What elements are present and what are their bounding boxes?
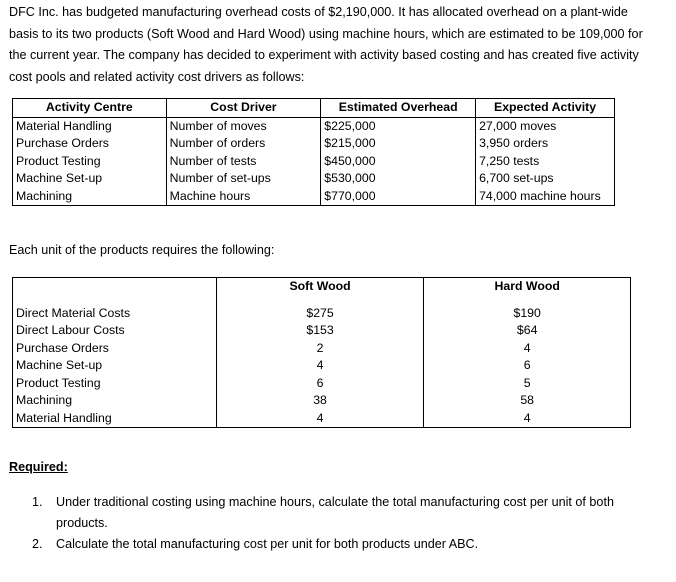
estimated-overhead-cell: $215,000 <box>321 135 476 153</box>
table-row <box>13 170 615 188</box>
table-row <box>13 153 615 171</box>
header-estimated-overhead: Estimated Overhead <box>321 99 476 118</box>
requirement-label-cell: Product Testing <box>13 375 217 393</box>
header-hard-wood: Hard Wood <box>424 278 631 296</box>
spacer-cell <box>424 296 631 305</box>
expected-activity-cell: 74,000 machine hours <box>476 188 615 206</box>
required-heading: Required: <box>9 460 68 474</box>
each-unit-text: Each unit of the products requires the following: <box>9 243 275 257</box>
hard-wood-cell: $64 <box>424 322 631 340</box>
table-row <box>13 322 631 340</box>
cost-driver-cell: Number of tests <box>166 153 321 171</box>
soft-wood-cell: 38 <box>216 392 424 410</box>
hard-wood-cell: 5 <box>424 375 631 393</box>
table-row <box>13 375 631 393</box>
cost-driver-cell: Number of orders <box>166 135 321 153</box>
activity-centre-cell: Machine Set-up <box>13 170 167 188</box>
intro-paragraph: DFC Inc. has budgeted manufacturing overhead costs of $2,190,000. It has allocated overhead on a plant-wide basis to its two products (Soft Wood and Hard Wood) using machine hours, which are estimated to be 109,000 for the current year. The company has decided to experiment with activity based costing and has created five activity cost pools and related activity cost drivers as follows: <box>9 5 643 84</box>
requirement-label-cell: Direct Labour Costs <box>13 322 217 340</box>
spacer-cell <box>13 296 217 305</box>
activity-centre-cell: Material Handling <box>13 117 167 135</box>
question-text: Calculate the total manufacturing cost per unit for both products under ABC. <box>56 537 479 551</box>
header-cost-driver: Cost Driver <box>166 99 321 118</box>
spacer-cell <box>216 296 424 305</box>
header-activity-centre: Activity Centre <box>13 99 167 118</box>
hard-wood-cell: 6 <box>424 357 631 375</box>
estimated-overhead-cell: $225,000 <box>321 117 476 135</box>
cost-driver-cell: Machine hours <box>166 188 321 206</box>
activity-centre-cell: Product Testing <box>13 153 167 171</box>
header-expected-activity: Expected Activity <box>476 99 615 118</box>
expected-activity-cell: 7,250 tests <box>476 153 615 171</box>
table-row <box>13 135 615 153</box>
soft-wood-cell: $275 <box>216 305 424 323</box>
question-text: Under traditional costing using machine hours, calculate the total manufacturing cost per unit of both products. <box>56 495 614 530</box>
question-number: 2. <box>32 537 43 551</box>
spacer-row <box>13 296 631 305</box>
activity-table-header-row <box>13 99 615 118</box>
table-row <box>13 340 631 358</box>
cost-driver-cell: Number of set-ups <box>166 170 321 188</box>
header-empty <box>13 278 217 296</box>
list-item <box>32 534 652 555</box>
expected-activity-cell: 3,950 orders <box>476 135 615 153</box>
requirement-label-cell: Machine Set-up <box>13 357 217 375</box>
soft-wood-cell: 4 <box>216 357 424 375</box>
header-soft-wood: Soft Wood <box>216 278 424 296</box>
hard-wood-cell: $190 <box>424 305 631 323</box>
cost-driver-cell: Number of moves <box>166 117 321 135</box>
soft-wood-cell: $153 <box>216 322 424 340</box>
estimated-overhead-cell: $450,000 <box>321 153 476 171</box>
product-table-header-row <box>13 278 631 296</box>
requirement-label-cell: Machining <box>13 392 217 410</box>
activity-centre-cell: Purchase Orders <box>13 135 167 153</box>
product-requirements-table <box>12 277 631 428</box>
table-row <box>13 188 615 206</box>
question-number: 1. <box>32 495 43 509</box>
activity-cost-table <box>12 98 615 206</box>
table-row <box>13 117 615 135</box>
soft-wood-cell: 6 <box>216 375 424 393</box>
table-row <box>13 410 631 428</box>
hard-wood-cell: 4 <box>424 340 631 358</box>
table-row <box>13 357 631 375</box>
expected-activity-cell: 6,700 set-ups <box>476 170 615 188</box>
table-row <box>13 305 631 323</box>
requirement-label-cell: Direct Material Costs <box>13 305 217 323</box>
requirement-label-cell: Material Handling <box>13 410 217 428</box>
questions-list <box>32 492 652 555</box>
soft-wood-cell: 2 <box>216 340 424 358</box>
requirement-label-cell: Purchase Orders <box>13 340 217 358</box>
soft-wood-cell: 4 <box>216 410 424 428</box>
hard-wood-cell: 58 <box>424 392 631 410</box>
estimated-overhead-cell: $770,000 <box>321 188 476 206</box>
expected-activity-cell: 27,000 moves <box>476 117 615 135</box>
activity-centre-cell: Machining <box>13 188 167 206</box>
estimated-overhead-cell: $530,000 <box>321 170 476 188</box>
list-item <box>32 492 652 534</box>
table-row <box>13 392 631 410</box>
hard-wood-cell: 4 <box>424 410 631 428</box>
